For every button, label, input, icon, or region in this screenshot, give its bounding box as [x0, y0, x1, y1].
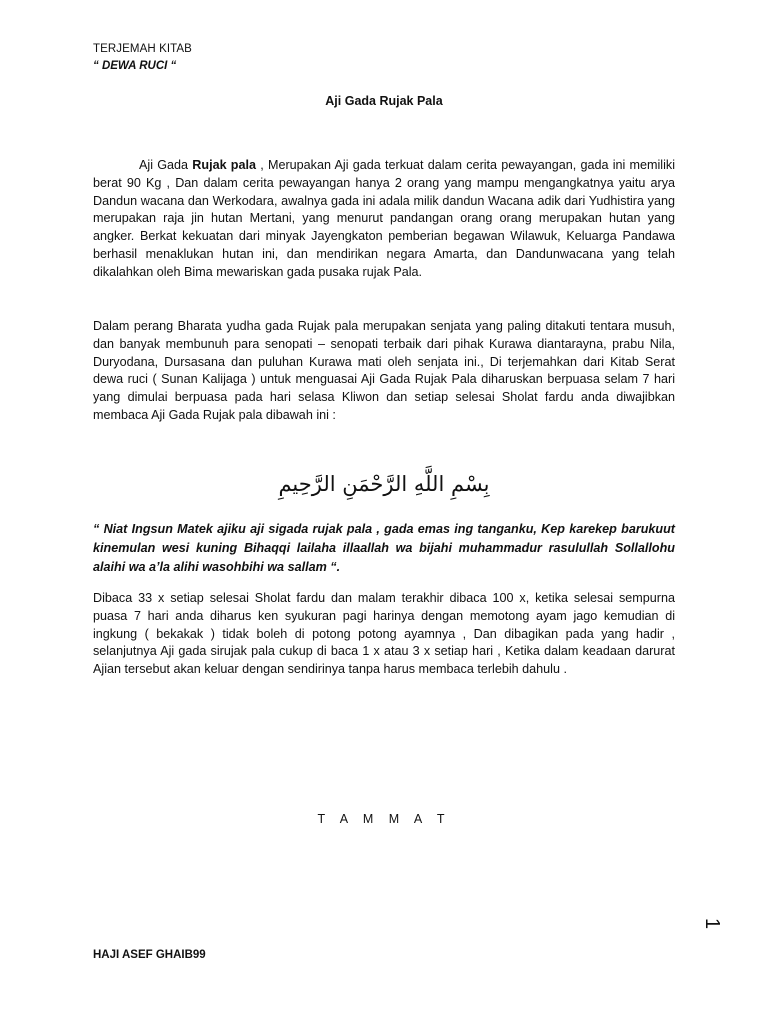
prayer-text: “ Niat Ingsun Matek ajiku aji sigada rujak pala , gada emas ing tanganku, Kep karekep barukuut kinemulan wesi kuning Bihaqqi lailaha illaallah wa bijahi muhammadur rasulullah Sollallohu alaihi wa a’la alihi wasohbihi wa sallam “.	[93, 522, 675, 574]
header-line-1: TERJEMAH KITAB	[93, 43, 192, 55]
header-line-2: “ DEWA RUCI “	[93, 60, 177, 72]
paragraph-bharata-yudha: Dalam perang Bharata yudha gada Rujak pala merupakan senjata yang paling ditakuti tentara musuh, dan banyak membunuh para senopati – senopati terbaik dari pihak Kurawa diantarayna, prabu Nila, Duryodana, Dursasana dan puluhan Kurawa mati oleh senjata ini., Di terjemahkan dari Kitab Serat dewa ruci ( Sunan Kalijaga ) untuk menguasai Aji Gada Rujak Pala diharuskan berpuasa selam 7 hari yang dimulai berpuasa pada hari selasa Kliwon dan setiap selesai Sholat fardu anda diwajibkan membaca Aji Gada Rujak pala dibawah ini :	[93, 319, 675, 422]
document-title: Aji Gada Rujak Pala	[325, 94, 443, 108]
page-number: 1	[701, 917, 724, 930]
closing-tammat: T A M M A T	[317, 812, 451, 826]
paragraph-intro	[93, 157, 675, 282]
paragraph-intro-text: , Merupakan Aji gada terkuat dalam cerita pewayangan, gada ini memiliki berat 90 Kg , Dan dalam cerita pewayangan hanya 2 orang yang mampu mengangkatnya yaitu arya Dandun wacana dan Werkodara, awalnya gada ini adala milik dandun Wacana adik dari Yudhistira yang merupakan raja jin hutan Mertani, yang menurut pandangan orang orang merupakan hutan yang angker. Berkat kekuatan dari minyak Jayengkaton pemberian begawan Wilawuk, Keluarga Pandawa berhasil menaklukan hutan ini, dan mendirikan negara Amarta, dan Dandunwacana yang telah dikalahkan oleh Bima mewariskan gada pusaka rujak Pala.	[93, 158, 676, 279]
paragraph-instructions: Dibaca 33 x setiap selesai Sholat fardu dan malam terakhir dibaca 100 x, ketika selesai sempurna puasa 7 hari anda diharus ken syukuran pagi harinya dengan memotong ayam jago kemudian di ingkung ( bekakak ) tidak boleh di potong potong ayamnya , Dan dibagikan pada yang hadir , selanjutnya Aji gada sirujak pala cukup di baca 1 x atau 3 x setiap hari , Ketika dalam keadaan darurat Ajian tersebut akan keluar dengan sendirinya tanpa harus membaca terlebih dahulu .	[93, 591, 675, 677]
paragraph-intro-bold: Rujak pala	[192, 158, 257, 172]
basmala-arabic: بِسْمِ اللَّهِ الرَّحْمَنِ الرَّحِيمِ	[278, 472, 490, 496]
paragraph-intro-lead: Aji Gada	[139, 158, 193, 172]
footer-author: HAJI ASEF GHAIB99	[93, 949, 206, 961]
